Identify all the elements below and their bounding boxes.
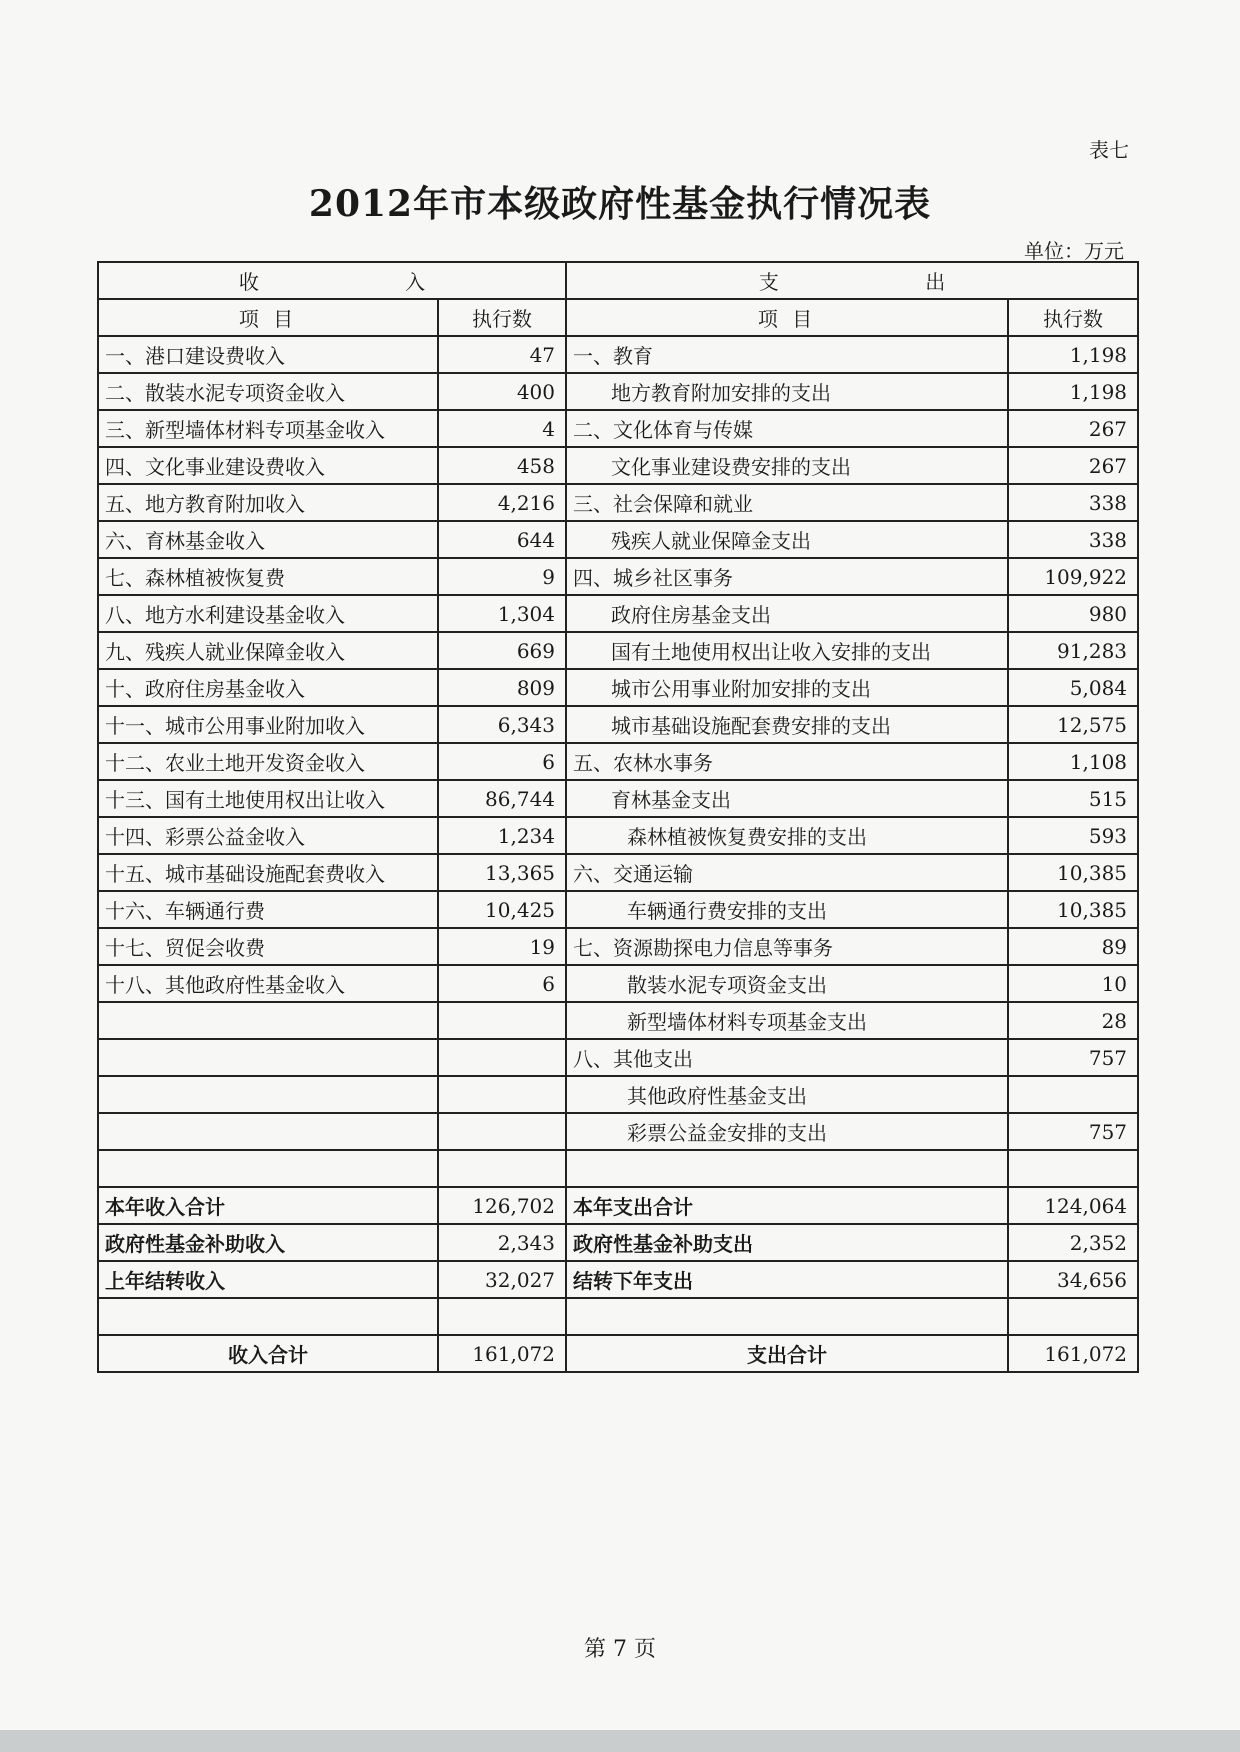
income-amount: 86,744 (438, 780, 566, 817)
expenditure-item: 二、文化体育与传媒 (566, 410, 1008, 447)
header-row-section (98, 262, 1138, 299)
income-item (98, 1039, 438, 1076)
income-amount: 644 (438, 521, 566, 558)
income-item: 十八、其他政府性基金收入 (98, 965, 438, 1002)
income-amount: 4,216 (438, 484, 566, 521)
expenditure-item: 文化事业建设费安排的支出 (566, 447, 1008, 484)
scan-edge (0, 1730, 1240, 1752)
expenditure-amount: 267 (1008, 410, 1138, 447)
income-total-amount: 32,027 (438, 1261, 566, 1298)
income-amount: 6 (438, 965, 566, 1002)
blank-cell (566, 1298, 1008, 1335)
expenditure-item: 国有土地使用权出让收入安排的支出 (566, 632, 1008, 669)
expenditure-total-label: 政府性基金补助支出 (566, 1224, 1008, 1261)
expenditure-amount (1008, 1076, 1138, 1113)
table-row (98, 410, 1138, 447)
income-amount (438, 1002, 566, 1039)
expenditure-total-amount: 2,352 (1008, 1224, 1138, 1261)
fund-execution-table (97, 261, 1139, 1373)
page-number: 第 7 页 (584, 1637, 656, 1662)
income-item: 六、育林基金收入 (98, 521, 438, 558)
expenditure-item: 新型墙体材料专项基金支出 (566, 1002, 1008, 1039)
expenditure-item: 散装水泥专项资金支出 (566, 965, 1008, 1002)
expenditure-item: 四、城乡社区事务 (566, 558, 1008, 595)
income-amount: 10,425 (438, 891, 566, 928)
income-amount: 4 (438, 410, 566, 447)
blank-row (98, 1298, 1138, 1335)
expenditure-amount: 10,385 (1008, 854, 1138, 891)
income-amount: 400 (438, 373, 566, 410)
income-item: 一、港口建设费收入 (98, 336, 438, 373)
table-row (98, 447, 1138, 484)
income-item: 十六、车辆通行费 (98, 891, 438, 928)
table-row (98, 817, 1138, 854)
income-amount: 47 (438, 336, 566, 373)
income-amount (438, 1039, 566, 1076)
income-amount: 669 (438, 632, 566, 669)
expenditure-item: 城市公用事业附加安排的支出 (566, 669, 1008, 706)
income-item: 十二、农业土地开发资金收入 (98, 743, 438, 780)
income-header: 收 入 (98, 262, 566, 299)
expenditure-amount: 28 (1008, 1002, 1138, 1039)
expenditure-amount: 109,922 (1008, 558, 1138, 595)
income-item (98, 1076, 438, 1113)
income-amount (438, 1113, 566, 1150)
table-row (98, 1150, 1138, 1187)
expenditure-amount: 10 (1008, 965, 1138, 1002)
income-item: 九、残疾人就业保障金收入 (98, 632, 438, 669)
income-amount: 1,304 (438, 595, 566, 632)
table-row (98, 484, 1138, 521)
blank-cell (1008, 1298, 1138, 1335)
expenditure-item: 三、社会保障和就业 (566, 484, 1008, 521)
income-item-header: 项 目 (98, 299, 438, 336)
expenditure-amount: 89 (1008, 928, 1138, 965)
expenditure-header: 支 出 (566, 262, 1138, 299)
income-item (98, 1150, 438, 1187)
income-item: 十三、国有土地使用权出让收入 (98, 780, 438, 817)
expenditure-item: 五、农林水事务 (566, 743, 1008, 780)
table-row (98, 595, 1138, 632)
income-item: 四、文化事业建设费收入 (98, 447, 438, 484)
expenditure-amount: 980 (1008, 595, 1138, 632)
expenditure-grand-total-label: 支出合计 (566, 1335, 1008, 1372)
expenditure-amount: 1,198 (1008, 373, 1138, 410)
income-item: 二、散装水泥专项资金收入 (98, 373, 438, 410)
table-row (98, 1039, 1138, 1076)
income-item: 十四、彩票公益金收入 (98, 817, 438, 854)
grand-total-row (98, 1335, 1138, 1372)
income-total-label: 政府性基金补助收入 (98, 1224, 438, 1261)
income-total-amount: 2,343 (438, 1224, 566, 1261)
table-row (98, 1113, 1138, 1150)
expenditure-amount: 757 (1008, 1039, 1138, 1076)
expenditure-item: 车辆通行费安排的支出 (566, 891, 1008, 928)
income-total-amount: 126,702 (438, 1187, 566, 1224)
expenditure-item: 彩票公益金安排的支出 (566, 1113, 1008, 1150)
expenditure-amount: 1,108 (1008, 743, 1138, 780)
expenditure-item-header: 项 目 (566, 299, 1008, 336)
income-item: 五、地方教育附加收入 (98, 484, 438, 521)
expenditure-item: 地方教育附加安排的支出 (566, 373, 1008, 410)
expenditure-item: 六、交通运输 (566, 854, 1008, 891)
income-total-label: 本年收入合计 (98, 1187, 438, 1224)
unit-label: 单位：万元 (1024, 239, 1124, 263)
expenditure-item: 森林植被恢复费安排的支出 (566, 817, 1008, 854)
income-amount (438, 1150, 566, 1187)
total-row (98, 1261, 1138, 1298)
income-amount: 458 (438, 447, 566, 484)
income-amount (438, 1076, 566, 1113)
table-row (98, 780, 1138, 817)
expenditure-item (566, 1150, 1008, 1187)
income-amount: 6,343 (438, 706, 566, 743)
income-item: 十、政府住房基金收入 (98, 669, 438, 706)
expenditure-amount: 10,385 (1008, 891, 1138, 928)
income-item: 十一、城市公用事业附加收入 (98, 706, 438, 743)
expenditure-total-amount: 124,064 (1008, 1187, 1138, 1224)
header-row-columns (98, 299, 1138, 336)
income-amount: 9 (438, 558, 566, 595)
expenditure-item: 八、其他支出 (566, 1039, 1008, 1076)
expenditure-amount: 515 (1008, 780, 1138, 817)
income-total-label: 上年结转收入 (98, 1261, 438, 1298)
table-row (98, 521, 1138, 558)
table-row (98, 632, 1138, 669)
table-row (98, 373, 1138, 410)
income-item: 八、地方水利建设基金收入 (98, 595, 438, 632)
expenditure-item: 七、资源勘探电力信息等事务 (566, 928, 1008, 965)
expenditure-item: 政府住房基金支出 (566, 595, 1008, 632)
expenditure-amount: 757 (1008, 1113, 1138, 1150)
income-item (98, 1002, 438, 1039)
expenditure-total-label: 结转下年支出 (566, 1261, 1008, 1298)
income-item: 三、新型墙体材料专项基金收入 (98, 410, 438, 447)
blank-cell (438, 1298, 566, 1335)
income-amount: 1,234 (438, 817, 566, 854)
expenditure-amount: 338 (1008, 484, 1138, 521)
expenditure-amount: 593 (1008, 817, 1138, 854)
total-row (98, 1187, 1138, 1224)
table-row (98, 965, 1138, 1002)
expenditure-item: 其他政府性基金支出 (566, 1076, 1008, 1113)
expenditure-item: 育林基金支出 (566, 780, 1008, 817)
blank-cell (98, 1298, 438, 1335)
income-item: 七、森林植被恢复费 (98, 558, 438, 595)
expenditure-amount-header: 执行数 (1008, 299, 1138, 336)
table-row (98, 891, 1138, 928)
expenditure-amount: 12,575 (1008, 706, 1138, 743)
income-amount: 19 (438, 928, 566, 965)
table-row (98, 336, 1138, 373)
table-number: 表七 (1089, 138, 1129, 162)
income-amount-header: 执行数 (438, 299, 566, 336)
table-row (98, 854, 1138, 891)
total-row (98, 1224, 1138, 1261)
table-row (98, 1002, 1138, 1039)
income-item (98, 1113, 438, 1150)
income-grand-total-amount: 161,072 (438, 1335, 566, 1372)
table-row (98, 928, 1138, 965)
expenditure-amount: 1,198 (1008, 336, 1138, 373)
table-row (98, 706, 1138, 743)
expenditure-item: 城市基础设施配套费安排的支出 (566, 706, 1008, 743)
expenditure-item: 残疾人就业保障金支出 (566, 521, 1008, 558)
expenditure-amount: 267 (1008, 447, 1138, 484)
expenditure-total-amount: 34,656 (1008, 1261, 1138, 1298)
expenditure-total-label: 本年支出合计 (566, 1187, 1008, 1224)
expenditure-item: 一、教育 (566, 336, 1008, 373)
page-title: 2012年市本级政府性基金执行情况表 (308, 183, 932, 225)
table-row (98, 743, 1138, 780)
income-amount: 809 (438, 669, 566, 706)
expenditure-amount: 338 (1008, 521, 1138, 558)
table-row (98, 558, 1138, 595)
income-item: 十七、贸促会收费 (98, 928, 438, 965)
income-amount: 6 (438, 743, 566, 780)
income-item: 十五、城市基础设施配套费收入 (98, 854, 438, 891)
expenditure-grand-total-amount: 161,072 (1008, 1335, 1138, 1372)
table-row (98, 1076, 1138, 1113)
income-amount: 13,365 (438, 854, 566, 891)
expenditure-amount: 5,084 (1008, 669, 1138, 706)
expenditure-amount (1008, 1150, 1138, 1187)
table-row (98, 669, 1138, 706)
expenditure-amount: 91,283 (1008, 632, 1138, 669)
income-grand-total-label: 收入合计 (98, 1335, 438, 1372)
